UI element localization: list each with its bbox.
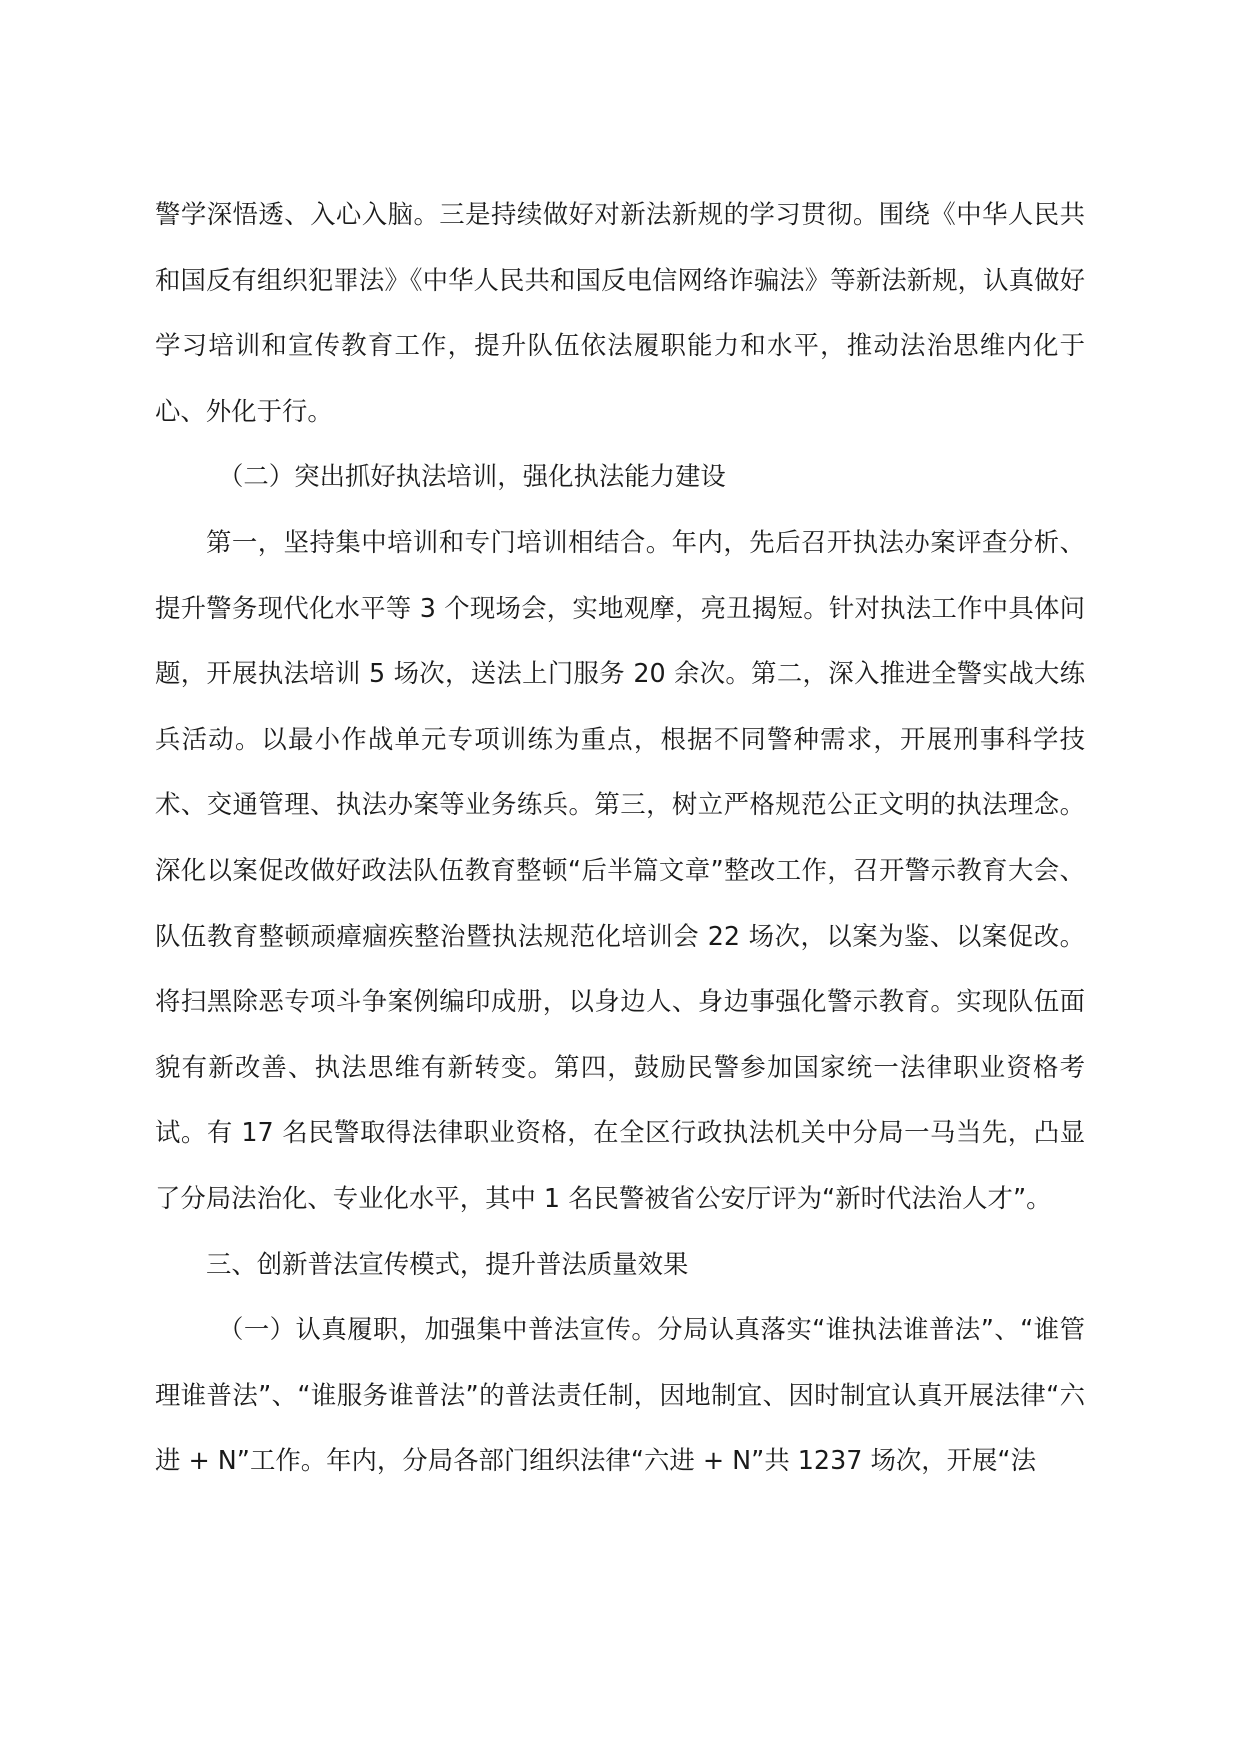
body-paragraph-training: 第一，坚持集中培训和专门培训相结合。年内，先后召开执法办案评查分析、提升警务现代化水平等 3 个现场会，实地观摩，亮丑揭短。针对执法工作中具体问题，开展执法培训 5 场次，送法上门服务 20 余次。第二，深入推进全警实战大练兵活动。以最小作战单元专项训练为重点，根据不同警种需求，开展刑事科学技术、交通管理、执法办案等业务练兵。第三，树立严格规范公正文明的执法理念。深化以案促改做好政法队伍教育整顿“后半篇文章”整改工作，召开警示教育大会、队伍教育整顿顽瘴痼疾整治暨执法规范化培训会 22 场次，以案为鉴、以案促改。将扫黑除恶专项斗争案例编印成册，以身边人、身边事强化警示教育。实现队伍面貌有新改善、执法思维有新转变。第四，鼓励民警参加国家统一法律职业资格考试。有 17 名民警取得法律职业资格，在全区行政执法机关中分局一马当先，凸显了分局法治化、专业化水平，其中 1 名民警被省公安厅评为“新时代法治人才”。 xyxy=(155,526,1085,1213)
section-heading-legal-publicity: 三、创新普法宣传模式，提升普法质量效果 xyxy=(206,1248,689,1279)
section-heading-law-enforcement-training: （二）突出抓好执法培训，强化执法能力建设 xyxy=(218,461,726,492)
body-paragraph-continued: 警学深悟透、入心入脑。三是持续做好对新法新规的学习贯彻。围绕《中华人民共和国反有组织犯罪法》《中华人民共和国反电信网络诈骗法》等新法新规，认真做好学习培训和宣传教育工作，提升队伍依法履职能力和水平，推动法治思维内化于心、外化于行。 xyxy=(155,199,1085,426)
document-body xyxy=(155,182,1085,1494)
body-paragraph-publicity: （一）认真履职，加强集中普法宣传。分局认真落实“谁执法谁普法”、“谁管理谁普法”、“谁服务谁普法”的普法责任制，因地制宜、因时制宜认真开展法律“六进 + N”工作。年内，分局各部门组织法律“六进 + N”共 1237 场次，开展“法 xyxy=(155,1314,1085,1476)
